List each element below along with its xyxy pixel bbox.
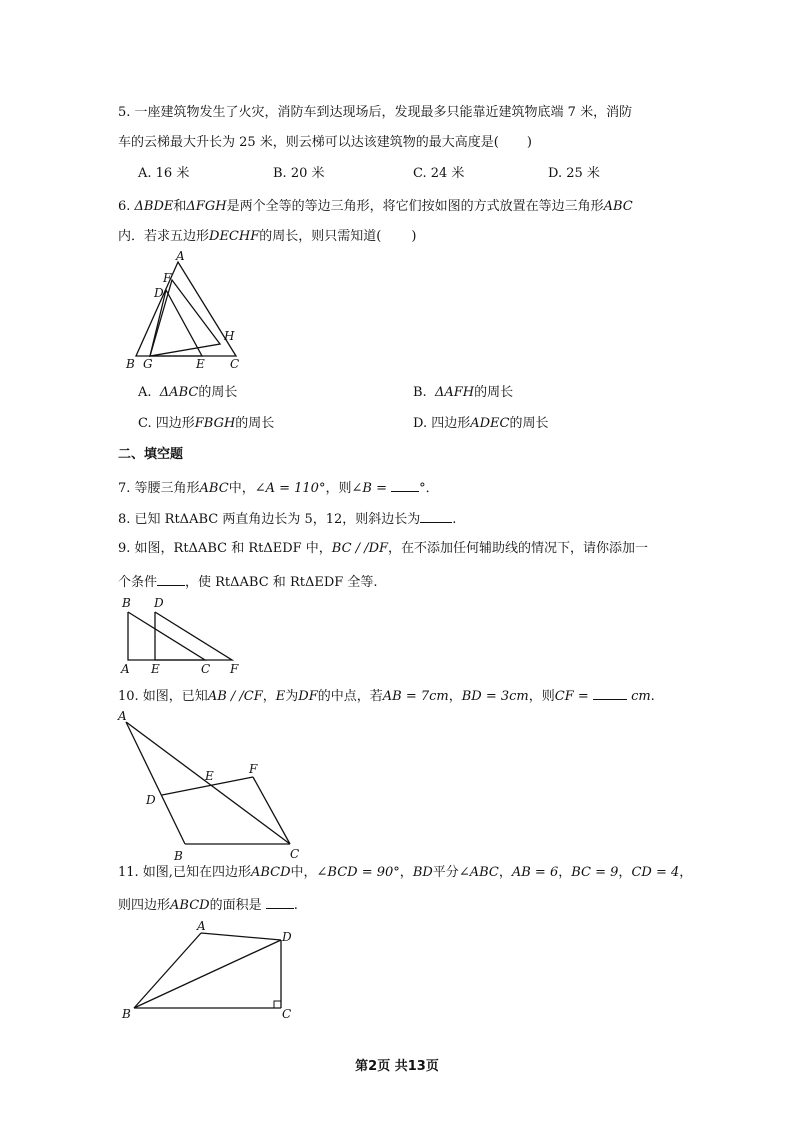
page-footer: 第2页 共13页 xyxy=(355,1059,439,1074)
q5-line-2: 车的云梯最大升长为 25 米，则云梯可以达该建筑物的最大高度是( ) xyxy=(118,135,532,150)
segment-cf xyxy=(253,777,290,844)
q6-line-1: 6. ΔBDE和ΔFGH是两个全等的等边三角形，将它们按如图的方式放置在等边三角形ABC xyxy=(118,199,633,214)
q11-line-2: 则四边形ABCD的面积是 . xyxy=(118,895,298,915)
q8-line: 8. 已知 RtΔABC 两直角边长为 5，12，则斜边长为 . xyxy=(118,509,456,529)
q9-label-c: C xyxy=(201,662,211,676)
q7-line: 7. 等腰三角形ABC中，∠A = 110°，则∠B = °． xyxy=(118,478,439,498)
segment-bd xyxy=(134,940,281,1008)
q6-label-f: F xyxy=(163,271,172,285)
q5-line-1: 5. 一座建筑物发生了火灾，消防车到达现场后，发现最多只能靠近建筑物底端 7 米，消防 xyxy=(118,105,633,120)
q6-label-c: C xyxy=(230,357,240,371)
q10-label-f: F xyxy=(249,762,258,776)
q6-label-e: E xyxy=(196,357,205,371)
q6-option-d: D. 四边形ADEC的周长 xyxy=(413,416,549,431)
q11-label-c: C xyxy=(282,1007,292,1021)
q10-figure xyxy=(118,706,318,863)
q9-line-2: 个条件 ，使 RtΔABC 和 RtΔEDF 全等. xyxy=(118,572,378,592)
q11-answer-blank[interactable] xyxy=(266,895,294,909)
q7-answer-blank[interactable] xyxy=(391,478,419,492)
q11-line-1: 11. 如图,已知在四边形ABCD中，∠BCD = 90°，BD平分∠ABC，AB = 6，BC = 9，CD = 4， xyxy=(118,865,693,880)
q6-option-c: C. 四边形FBGH的周长 xyxy=(138,416,275,431)
q6-option-b: B. ΔAFH的周长 xyxy=(413,385,514,400)
q11-label-a: A xyxy=(197,919,206,933)
q10-label-e: E xyxy=(205,769,214,783)
segment-ac xyxy=(126,722,290,844)
q10-label-a: A xyxy=(118,709,127,723)
q6-label-b: B xyxy=(126,357,135,371)
segment-ab xyxy=(126,722,185,844)
segment-ab xyxy=(134,933,201,1008)
q9-label-b: B xyxy=(122,596,131,610)
q6-label-g: G xyxy=(143,357,153,371)
q10-answer-blank[interactable] xyxy=(593,686,627,700)
q6-label-d: D xyxy=(154,286,164,300)
q10-label-c: C xyxy=(290,847,300,861)
q5-option-a: A. 16 米 xyxy=(138,166,190,181)
q9-label-d: D xyxy=(154,596,164,610)
q9-answer-blank[interactable] xyxy=(157,572,185,586)
segment-ad xyxy=(201,933,281,940)
right-angle-mark xyxy=(274,1001,281,1008)
q6-label-a: A xyxy=(176,249,185,263)
q9-label-f: F xyxy=(230,662,239,676)
q9-label-e: E xyxy=(151,662,160,676)
q11-label-b: B xyxy=(122,1007,131,1021)
q5-option-c: C. 24 米 xyxy=(413,166,465,181)
q6-option-a: A. ΔABC的周长 xyxy=(138,385,238,400)
q6-figure xyxy=(120,250,250,375)
triangle-abc xyxy=(136,262,236,356)
q10-label-b: B xyxy=(174,849,183,863)
q5-option-d: D. 25 米 xyxy=(548,166,600,181)
section-fill-in-title: 二、填空题 xyxy=(118,447,184,462)
q10-line: 10. 如图，已知AB / /CF，E为DF的中点，若AB = 7cm，BD = 3cm，则CF = cm. xyxy=(118,686,655,706)
q11-label-d: D xyxy=(282,930,292,944)
q9-line-1: 9. 如图，RtΔABC 和 RtΔEDF 中，BC / /DF，在不添加任何辅助线的情况下，请你添加一 xyxy=(118,541,649,556)
q6-line-2: 内．若求五边形DECHF的周长，则只需知道( ) xyxy=(118,229,417,244)
q9-figure xyxy=(118,594,248,679)
q8-answer-blank[interactable] xyxy=(420,509,452,523)
q11-figure xyxy=(118,918,318,1028)
q10-label-d: D xyxy=(146,793,156,807)
q5-option-b: B. 20 米 xyxy=(273,166,325,181)
q9-label-a: A xyxy=(121,662,130,676)
q6-label-h: H xyxy=(224,329,235,343)
